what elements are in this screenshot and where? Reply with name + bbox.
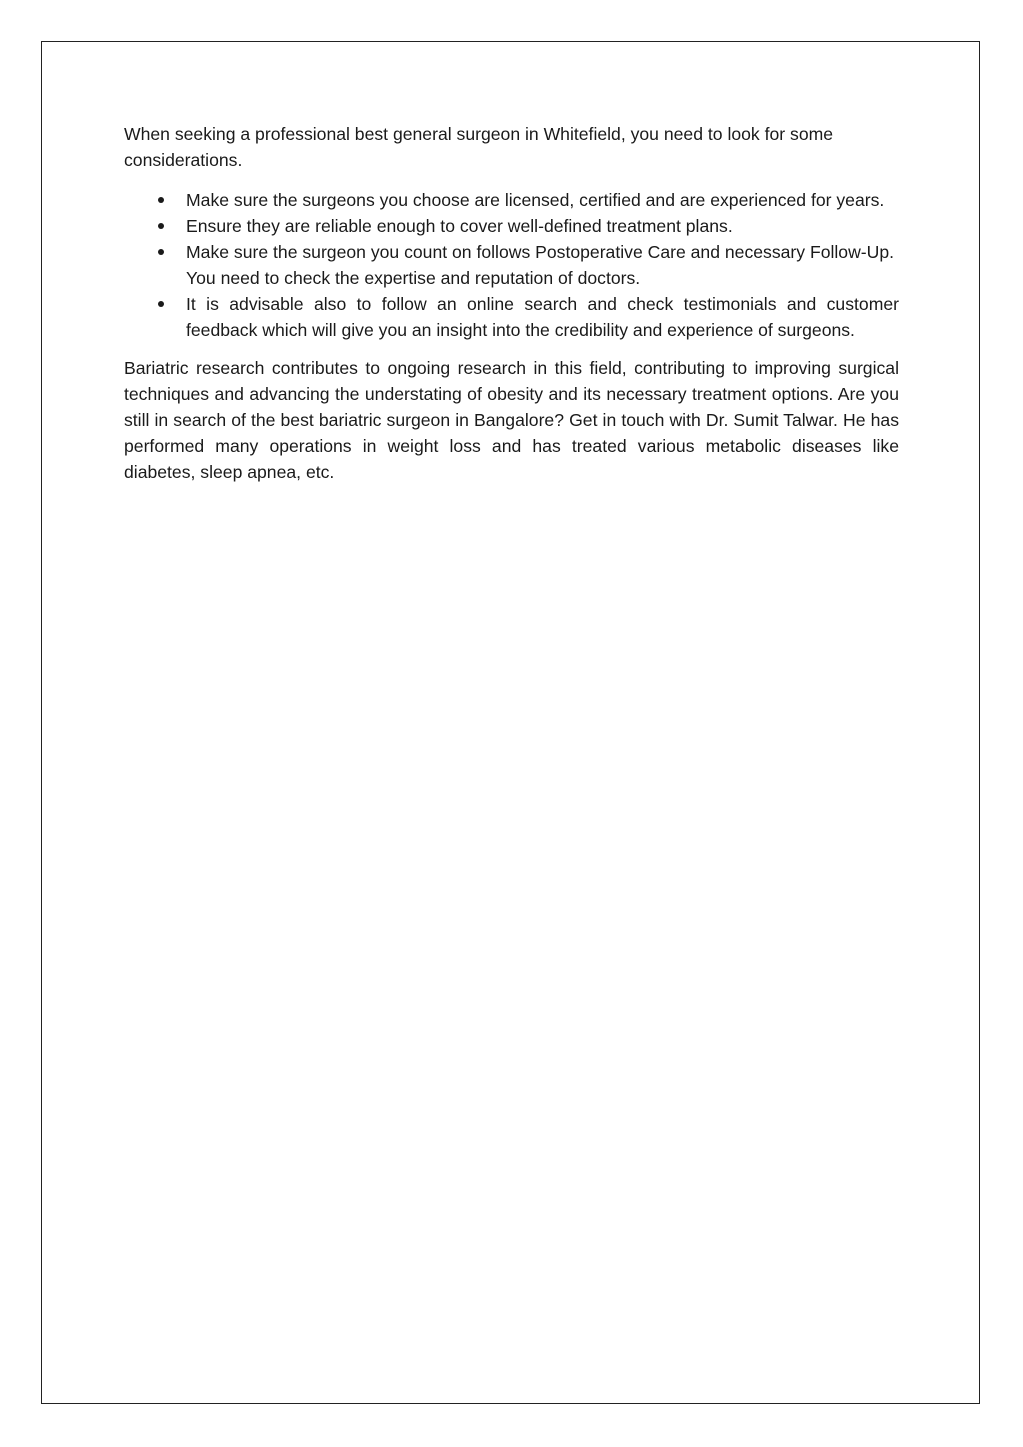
list-item-text: Make sure the surgeon you count on follows Postoperative Care and necessary Follow-Up. You need to check the expertise and reputation of doctors. — [186, 242, 895, 288]
document-body — [124, 121, 899, 485]
list-item-text: It is advisable also to follow an online search and check testimonials and customer feedback which will give you an insight into the credibility and experience of surgeons. — [186, 294, 899, 340]
bullet-icon — [158, 249, 164, 255]
considerations-list — [124, 187, 899, 343]
list-item-text: Ensure they are reliable enough to cover well-defined treatment plans. — [186, 216, 733, 236]
list-item-text: Make sure the surgeons you choose are licensed, certified and are experienced for years. — [186, 190, 885, 210]
bullet-icon — [158, 197, 164, 203]
bullet-icon — [158, 223, 164, 229]
list-item — [124, 239, 899, 291]
intro-paragraph: When seeking a professional best general surgeon in Whitefield, you need to look for some considerations. — [124, 124, 834, 170]
list-item — [124, 213, 899, 239]
bullet-icon — [158, 301, 164, 307]
list-item — [124, 187, 899, 213]
list-item — [124, 291, 899, 343]
closing-paragraph: Bariatric research contributes to ongoing research in this field, contributing to improving surgical techniques and advancing the understating of obesity and its necessary treatment options. Are you still in search of the best bariatric surgeon in Bangalore? Get in touch with Dr. Sumit Talwar. He has performed many operations in weight loss and has treated various metabolic diseases like diabetes, sleep apnea, etc. — [124, 358, 899, 482]
